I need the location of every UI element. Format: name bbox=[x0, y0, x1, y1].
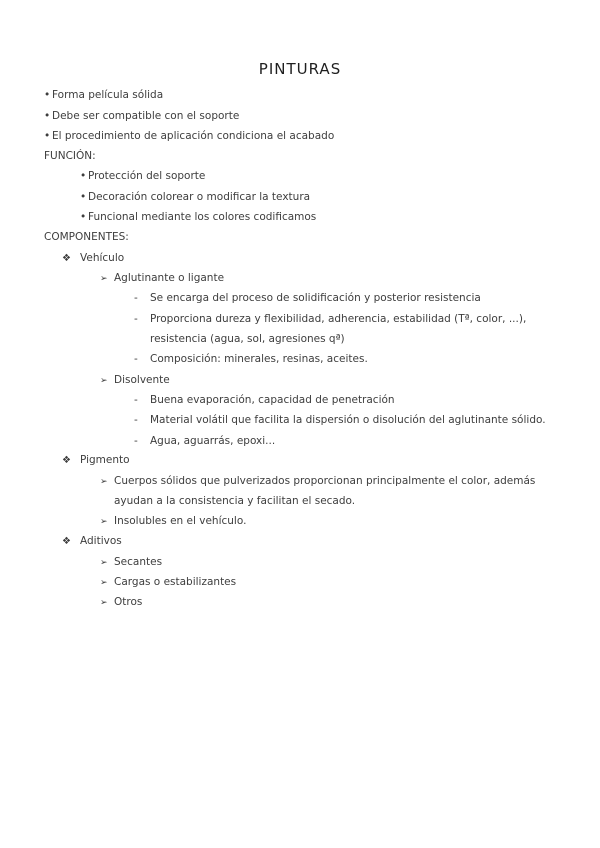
list-item: • El procedimiento de aplicación condiciona el acabado bbox=[44, 130, 335, 142]
list-item: - Composición: minerales, resinas, aceites. bbox=[134, 353, 368, 365]
list-item: - Proporciona dureza y flexibilidad, adherencia, estabilidad (Tª, color, ...), bbox=[134, 313, 527, 325]
bullet-icon: • bbox=[44, 89, 51, 101]
list-item: - Material volátil que facilita la dispersión o disolución del aglutinante sólido. bbox=[134, 414, 546, 426]
list-item: • Forma película sólida bbox=[44, 89, 164, 101]
arrow-bullet-icon: ➢ bbox=[100, 558, 108, 568]
arrow-bullet-icon: ➢ bbox=[100, 376, 108, 386]
list-item-continuation: ayudan a la consistencia y facilitan el secado. bbox=[114, 495, 356, 507]
arrow-bullet-icon: ➢ bbox=[100, 477, 108, 487]
list-item: • Decoración colorear o modificar la textura bbox=[80, 191, 311, 203]
bullet-icon: • bbox=[80, 191, 87, 203]
dash-bullet-icon: - bbox=[134, 435, 138, 447]
list-item: - Se encarga del proceso de solidificación y posterior resistencia bbox=[134, 292, 481, 304]
diamond-bullet-icon: ❖ bbox=[62, 455, 71, 466]
arrow-bullet-icon: ➢ bbox=[100, 598, 108, 608]
list-item: ➢ Insolubles en el vehículo. bbox=[100, 515, 247, 527]
dash-bullet-icon: - bbox=[134, 353, 138, 365]
list-item: ➢ Secantes bbox=[100, 556, 163, 568]
dash-bullet-icon: - bbox=[134, 313, 138, 325]
bullet-icon: • bbox=[80, 211, 87, 223]
list-item-vehiculo: ❖ Vehículo bbox=[62, 252, 125, 264]
list-item-disolvente: ➢ Disolvente bbox=[100, 374, 170, 386]
list-item: - Agua, aguarrás, epoxi... bbox=[134, 435, 276, 447]
list-item-aditivos: ❖ Aditivos bbox=[62, 535, 122, 547]
list-item: - Buena evaporación, capacidad de penetración bbox=[134, 394, 395, 406]
diamond-bullet-icon: ❖ bbox=[62, 536, 71, 547]
arrow-bullet-icon: ➢ bbox=[100, 578, 108, 588]
bullet-icon: • bbox=[44, 110, 51, 122]
page-title: PINTURAS bbox=[258, 60, 342, 78]
list-item: • Protección del soporte bbox=[80, 170, 206, 182]
list-item-continuation: resistencia (agua, sol, agresiones qª) bbox=[150, 333, 345, 345]
list-item: ➢ Cuerpos sólidos que pulverizados proporcionan principalmente el color, además bbox=[100, 475, 536, 487]
dash-bullet-icon: - bbox=[134, 394, 138, 406]
bullet-icon: • bbox=[44, 130, 51, 142]
list-item-pigmento: ❖ Pigmento bbox=[62, 454, 130, 466]
dash-bullet-icon: - bbox=[134, 414, 138, 426]
list-item-aglutinante: ➢ Aglutinante o ligante bbox=[100, 272, 225, 284]
dash-bullet-icon: - bbox=[134, 292, 138, 304]
list-item: ➢ Otros bbox=[100, 596, 143, 608]
arrow-bullet-icon: ➢ bbox=[100, 274, 108, 284]
list-item: • Funcional mediante los colores codificamos bbox=[80, 211, 317, 223]
diamond-bullet-icon: ❖ bbox=[62, 253, 71, 264]
bullet-icon: • bbox=[80, 170, 87, 182]
section-heading-componentes: COMPONENTES: bbox=[44, 231, 129, 243]
arrow-bullet-icon: ➢ bbox=[100, 517, 108, 527]
list-item: • Debe ser compatible con el soporte bbox=[44, 110, 240, 122]
section-heading-funcion: FUNCIÓN: bbox=[44, 150, 96, 162]
list-item: ➢ Cargas o estabilizantes bbox=[100, 576, 237, 588]
